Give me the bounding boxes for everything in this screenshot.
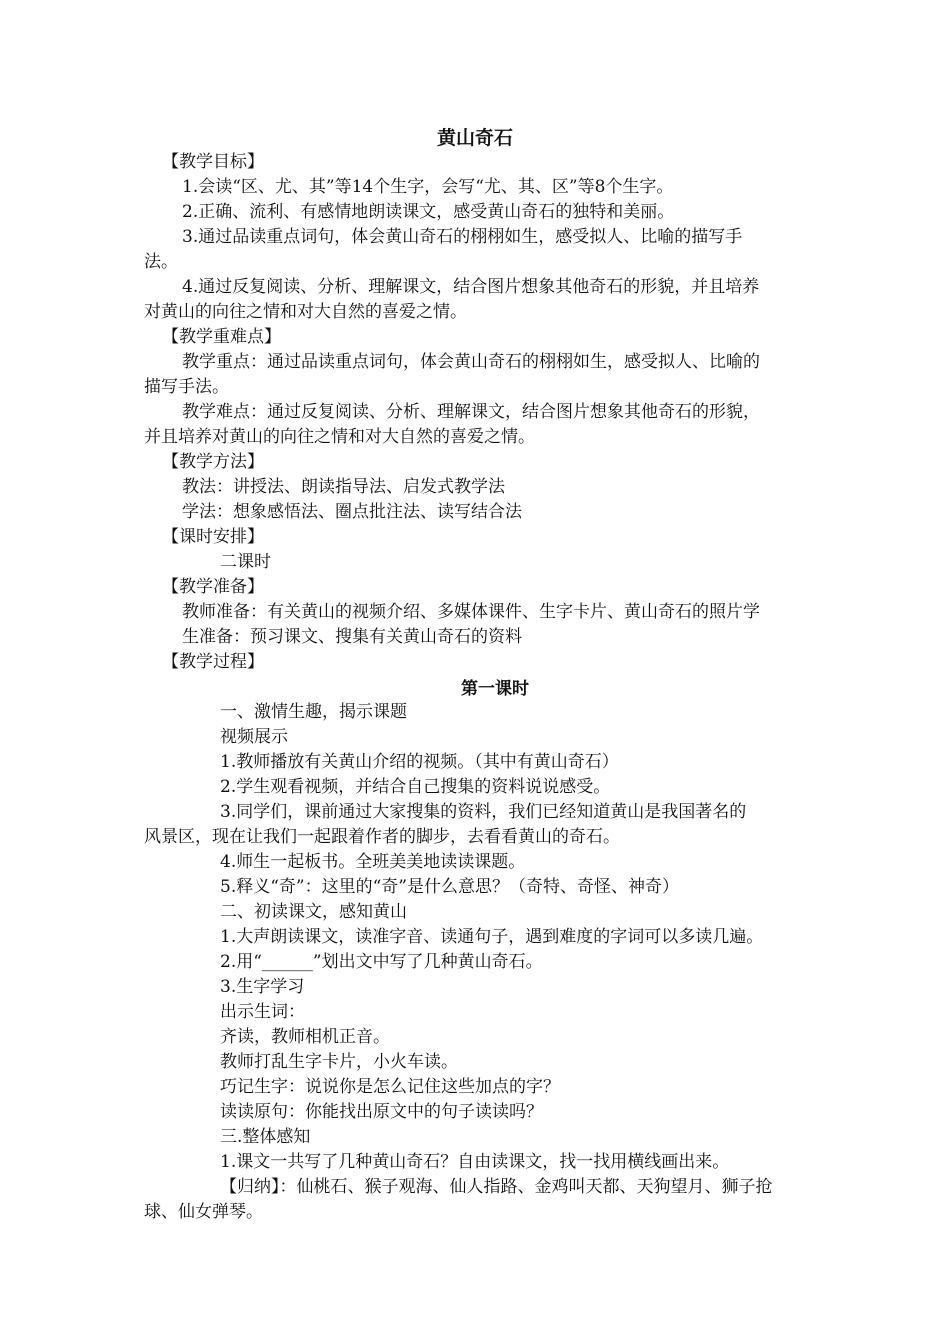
text-line: 并且培养对黄山的向往之情和对大自然的喜爱之情。 xyxy=(144,427,535,447)
text-line: 3.生字学习 xyxy=(220,977,305,997)
text-line: 描写手法。 xyxy=(144,377,229,397)
text-line: 球、仙女弹琴。 xyxy=(144,1202,263,1222)
text-line: 学法：想象感悟法、圈点批注法、读写结合法 xyxy=(182,502,522,522)
text-line: 1.课文一共写了几种黄山奇石？自由读课文，找一找用横线画出来。 xyxy=(220,1152,730,1172)
text-line: 5.释义“奇”：这里的“奇”是什么意思？（奇特、奇怪、神奇） xyxy=(220,877,679,897)
text-line: 生准备：预习课文、搜集有关黄山奇石的资料 xyxy=(182,627,522,647)
text-line: 2.正确、流利、有感情地朗读课文，感受黄山奇石的独特和美丽。 xyxy=(182,202,675,222)
text-line: 1.教师播放有关黄山介绍的视频。（其中有黄山奇石） xyxy=(220,752,619,772)
text-line: 读读原句：你能找出原文中的句子读读吗？ xyxy=(220,1102,543,1122)
section-heading-methods: 【教学方法】 xyxy=(162,452,264,472)
text-line: 齐读，教师相机正音。 xyxy=(220,1027,390,1047)
text-line: 出示生词： xyxy=(220,1002,305,1022)
text-line: 巧记生字：说说你是怎么记住这些加点的字？ xyxy=(220,1077,560,1097)
text-line: 【归纳】：仙桃石、猴子观海、仙人指路、金鸡叫天都、天狗望月、狮子抢 xyxy=(220,1177,773,1197)
text-line: 2.用“______”划出文中写了几种黄山奇石。 xyxy=(220,952,543,972)
text-line: 3.通过品读重点词句，体会黄山奇石的栩栩如生，感受拟人、比喻的描写手 xyxy=(182,227,743,247)
text-line: 一、激情生趣，揭示课题 xyxy=(220,702,407,722)
section-heading-process: 【教学过程】 xyxy=(162,652,264,672)
text-line: 2.学生观看视频，并结合自己搜集的资料说说感受。 xyxy=(220,777,611,797)
section-heading-objectives: 【教学目标】 xyxy=(162,152,264,172)
text-line: 教法：讲授法、朗读指导法、启发式教学法 xyxy=(182,477,505,497)
text-line: 风景区，现在让我们一起跟着作者的脚步，去看看黄山的奇石。 xyxy=(144,827,620,847)
section-heading-schedule: 【课时安排】 xyxy=(162,527,264,547)
text-line: 法。 xyxy=(144,252,178,272)
text-line: 1.大声朗读课文，读准字音、读通句子，遇到难度的字词可以多读几遍。 xyxy=(220,927,764,947)
text-line: 3.同学们，课前通过大家搜集的资料，我们已经知道黄山是我国著名的 xyxy=(220,802,747,822)
text-line: 1.会读“区、尤、其”等14个生字，会写“尤、其、区”等8个生字。 xyxy=(182,177,674,197)
text-line: 对黄山的向往之情和对大自然的喜爱之情。 xyxy=(144,302,467,322)
text-line: 4.师生一起板书。全班美美地读读课题。 xyxy=(220,852,526,872)
text-line: 教学难点：通过反复阅读、分析、理解课文，结合图片想象其他奇石的形貌， xyxy=(182,402,760,422)
text-line: 视频展示 xyxy=(220,727,288,747)
text-line: 教学重点：通过品读重点词句，体会黄山奇石的栩栩如生，感受拟人、比喻的 xyxy=(182,352,760,372)
page-title: 黄山奇石 xyxy=(436,127,513,149)
lesson-subtitle: 第一课时 xyxy=(461,679,529,699)
text-line: 二、初读课文，感知黄山 xyxy=(220,902,407,922)
text-line: 4.通过反复阅读、分析、理解课文，结合图片想象其他奇石的形貌，并且培养 xyxy=(182,277,760,297)
section-heading-preparation: 【教学准备】 xyxy=(162,577,264,597)
text-line: 教师准备：有关黄山的视频介绍、多媒体课件、生字卡片、黄山奇石的照片学 xyxy=(182,602,760,622)
text-line: 二课时 xyxy=(220,552,271,572)
text-line: 三.整体感知 xyxy=(220,1127,311,1147)
text-line: 教师打乱生字卡片，小火车读。 xyxy=(220,1052,458,1072)
section-heading-key-points: 【教学重难点】 xyxy=(162,327,281,347)
